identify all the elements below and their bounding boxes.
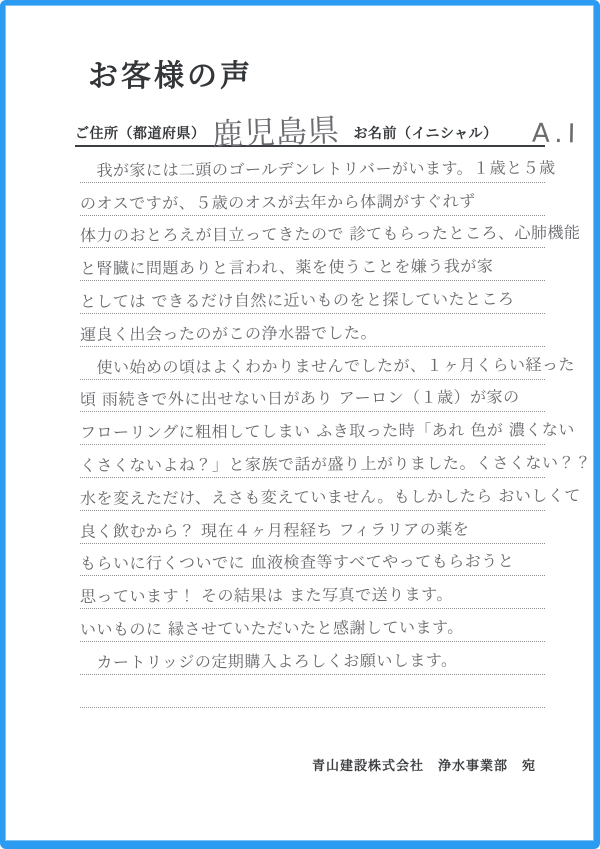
ruled-line <box>80 380 545 413</box>
handwritten-line-text: カートリッジの定期購入よろしくお願いします。 <box>79 650 458 672</box>
ruled-line <box>80 314 545 347</box>
handwritten-line-text: くさくないよね？」と家族で話が盛り上がりました。くさくない？？ <box>79 452 592 475</box>
ruled-line <box>80 642 545 675</box>
ruled-line <box>80 281 545 314</box>
ruled-line <box>79 478 581 511</box>
feedback-sheet <box>5 5 594 841</box>
handwritten-line-text: のオスですが、５歳のオスが去年から体調がすぐれず <box>79 191 476 213</box>
ruled-line <box>80 544 545 577</box>
handwritten-line-text: 運良く出会ったのがこの浄水器でした。 <box>79 322 378 344</box>
ruled-line <box>80 511 545 544</box>
handwritten-message-area <box>79 150 592 708</box>
handwritten-line-text: もらいに行くついでに 血液検査等すべてやってもらおうと <box>79 551 515 574</box>
handwritten-line-text: 頃 雨続きで外に出せない日があり アーロン（１歳）が家の <box>79 387 520 410</box>
ruled-line <box>79 216 581 249</box>
address-handwritten-value: 鹿児島県 <box>210 112 341 154</box>
recipient-footer: 青山建設株式会社 浄水事業部 宛 <box>311 759 536 774</box>
ruled-line <box>80 248 545 281</box>
handwritten-line-text: フローリングに粗相してしまい ふき取った時「あれ 色が 濃くない <box>79 420 575 443</box>
handwritten-line-text: 良く飲むから？ 現在４ヶ月程経ち フィラリアの薬を <box>79 519 470 541</box>
ruled-line <box>80 576 545 609</box>
name-label: お名前（イニシャル） <box>353 126 498 142</box>
customer-info-row <box>75 101 581 154</box>
handwritten-line-text: としては できるだけ自然に近いものをと探していたところ <box>79 289 515 311</box>
ruled-line <box>79 347 576 380</box>
address-label: ご住所（都道府県） <box>75 126 206 142</box>
handwritten-line-text: 体力のおとろえが目立ってきたので 診てもらったところ、心肺機能 <box>79 223 581 246</box>
ruled-line <box>80 609 545 642</box>
page-title: お客様の声 <box>88 59 253 94</box>
handwritten-line-text: 使い始めの頃はよくわかりませんでしたが、１ヶ月くらい経った <box>79 354 576 377</box>
handwritten-line-text: 我が家には二頭のゴールデンレトリバーがいます。１歳と５歳 <box>79 157 556 180</box>
handwritten-line-text: 思っています！ その結果は また写真で送ります。 <box>79 584 453 607</box>
ruled-line <box>79 150 556 183</box>
ruled-line <box>80 183 545 216</box>
name-handwritten-value: A.I <box>531 118 581 150</box>
handwritten-line-text: と腎臓に問題ありと言われ、薬を使うことを嫌う我が家 <box>79 256 494 279</box>
handwritten-line-text: いいものに 縁させていただいたと感謝しています。 <box>79 617 464 639</box>
ruled-line <box>80 675 545 708</box>
ruled-line <box>79 412 575 445</box>
ruled-line <box>79 445 592 478</box>
handwritten-line-text: 水を変えただけ、えさも変えていません。もしかしたら おいしくて <box>79 485 581 508</box>
